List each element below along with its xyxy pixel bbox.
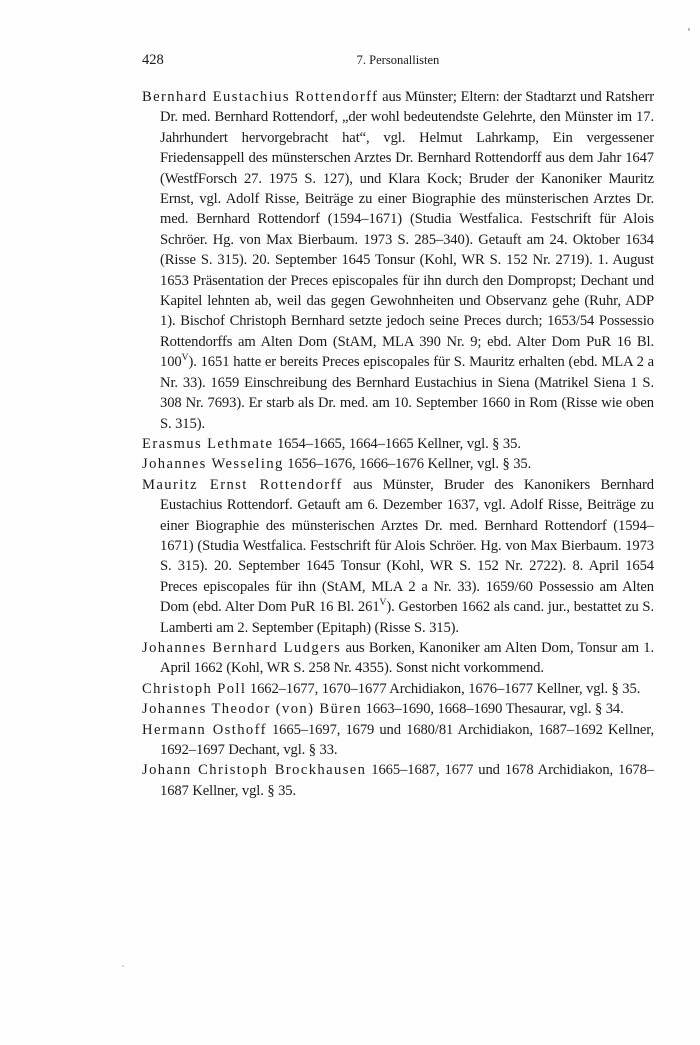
list-entry bbox=[142, 638, 654, 679]
entry-name: Hermann Osthoff bbox=[142, 721, 267, 738]
section-title: 7. Personallisten bbox=[356, 53, 440, 67]
entry-text: ). 1651 hatte er bereits Preces episcopales für S. Mauritz erhalten (ebd. MLA 2 a Nr. 33). 1659 Einschreibung des Bernhard Eustachius in Siena (Matrikel Siena 1 S. 308 Nr. 7693). Er starb als Dr. med. am 10. September 1660 in Rom (Risse wie oben S. 315). bbox=[160, 354, 654, 432]
scan-speck bbox=[122, 965, 124, 967]
entry-name: Bernhard Eustachius Rottendorff bbox=[142, 89, 379, 105]
entry-text: 1663–1690, 1668–1690 Thesaurar, vgl. § 34. bbox=[362, 701, 624, 718]
list-entry bbox=[142, 720, 654, 761]
entry-name: Christoph Poll bbox=[142, 680, 247, 697]
entry-text: 1665–1697, 1679 und 1680/81 Archidiakon, 1687–1692 Kellner, 1692–1697 Dechant, vgl. § 33. bbox=[160, 721, 654, 758]
folio-superscript: V bbox=[181, 353, 189, 364]
entry-text: 1662–1677, 1670–1677 Archidiakon, 1676–1677 Kellner, vgl. § 35. bbox=[246, 680, 641, 697]
folio-superscript: V bbox=[379, 598, 387, 609]
entry-name: Johannes Bernhard Ludgers bbox=[142, 639, 342, 656]
list-entry bbox=[142, 760, 654, 801]
entry-name: Mauritz Ernst Rottendorff bbox=[142, 476, 343, 493]
entry-name: Erasmus Lethmate bbox=[142, 435, 274, 452]
list-entry bbox=[142, 454, 654, 474]
personnel-list bbox=[142, 87, 654, 801]
list-entry bbox=[142, 87, 654, 434]
entry-text: 1656–1676, 1666–1676 Kellner, vgl. § 35. bbox=[283, 456, 532, 473]
list-entry bbox=[142, 434, 654, 454]
entry-text: ). Gestorben 1662 als cand. jur., bestattet zu S. Lamberti am 2. September (Epitaph) (Risse S. 315). bbox=[160, 599, 654, 636]
list-entry bbox=[142, 679, 654, 699]
entry-text: 1665–1687, 1677 und 1678 Archidiakon, 1678–1687 Kellner, vgl. § 35. bbox=[160, 762, 654, 799]
page-number: 428 bbox=[142, 52, 164, 68]
list-entry bbox=[142, 699, 654, 719]
entry-text: 1654–1665, 1664–1665 Kellner, vgl. § 35. bbox=[273, 435, 521, 452]
entry-name: Johann Christoph Brockhausen bbox=[142, 762, 367, 779]
entry-text: aus Borken, Kanoniker am Alten Dom, Tonsur am 1. April 1662 (Kohl, WR S. 258 Nr. 4355). Sonst nicht vorkommend. bbox=[160, 639, 655, 677]
entry-name: Johannes Theodor (von) Büren bbox=[142, 701, 363, 718]
entry-name: Johannes Wesseling bbox=[142, 456, 284, 473]
entry-text: aus Münster; Eltern: der Stadtarzt und Ratsherr Dr. med. Bernhard Rottendorf, „der wohl bedeutendste Gelehrte, den Münster im 17. Jahrhundert hervorgebracht hat“, vgl. Helmut Lahrkamp, Ein vergessener Friedensappell des münsterschen Arztes Dr. Bernhard Rottendorff aus dem Jahr 1647 (WestfForsch 27. 1975 S. 127), und Klara Kock; Bruder der Kanoniker Mauritz Ernst, vgl. Adolf Risse, Beiträge zu einer Biographie des münsterischen Arztes Dr. med. Bernhard Rottendorf (1594–1671) (Studia Westfalica. Festschrift für Alois Schröer. Hg. von Max Bierbaum. 1973 S. 285–340). Getauft am 24. Oktober 1634 (Risse S. 315). 20. September 1645 Tonsur (Kohl, WR S. 152 Nr. 2719). 1. August 1653 Präsentation der Preces episcopales für ihn durch den Dompropst; Dechant und Kapitel lehnten ab, weil das gegen Gewohnheiten und Observanz gehe (Ruhr, ADP 1). Bischof Christoph Bernhard setzte jedoch seine Preces durch; 1653/54 Possessio Rottendorffs am Alten Dom (StAM, MLA 390 Nr. 9; ebd. Alter Dom PuR 16 Bl. 100 bbox=[160, 89, 654, 371]
list-entry bbox=[142, 475, 654, 638]
entry-text: aus Münster, Bruder des Kanonikers Bernhard Eustachius Rottendorf. Getauft am 6. Dezember 1637, vgl. Adolf Risse, Beiträge zu einer Biographie des münsterischen Arztes Dr. med. Bernhard Rottendorf (1594–1671) (Studia Westfalica. Festschrift für Alois Schröer. Hg. von Max Bierbaum. 1973 S. 315). 20. September 1645 Tonsur (Kohl, WR S. 152 Nr. 2722). 8. April 1654 Preces episcopales für ihn (StAM, MLA 2 a Nr. 33). 1659/60 Possessio am Alten Dom (ebd. Alter Dom PuR 16 Bl. 261 bbox=[160, 476, 655, 616]
scan-speck bbox=[688, 28, 690, 31]
running-head bbox=[142, 50, 654, 70]
